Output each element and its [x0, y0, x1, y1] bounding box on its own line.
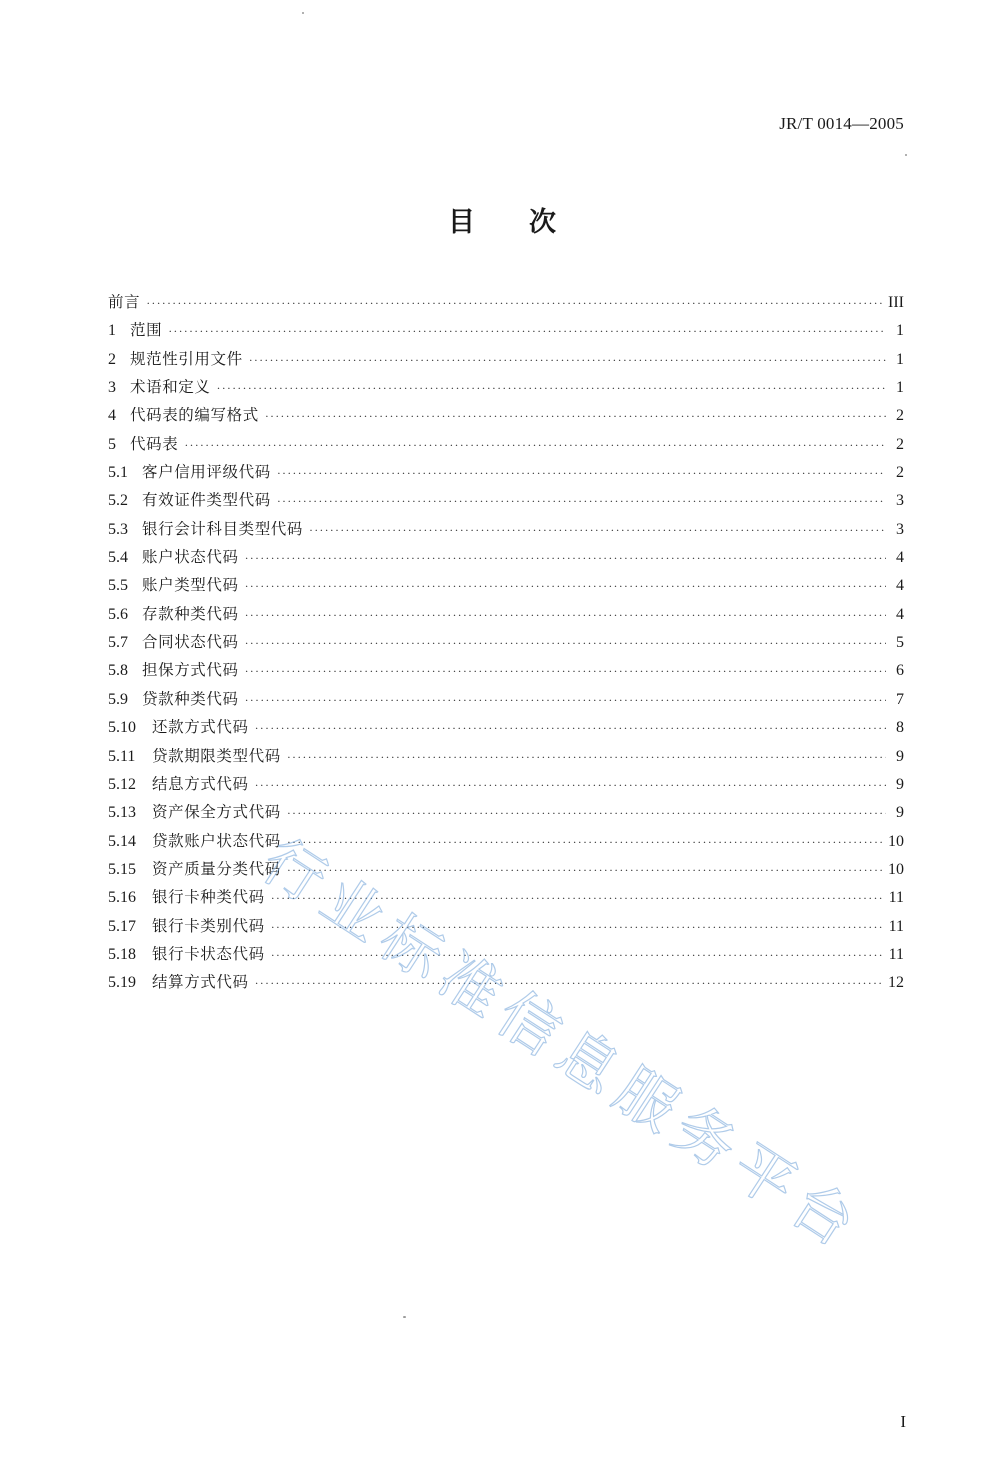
toc-entry-page: 11 — [888, 945, 904, 963]
toc-dot-leader — [184, 431, 886, 459]
toc-entry-page: 1 — [896, 379, 904, 397]
toc-entry[interactable] — [108, 912, 904, 940]
toc-dot-leader — [245, 686, 886, 714]
toc-entry-page: 9 — [896, 804, 904, 822]
toc-entry-page: 6 — [896, 662, 904, 680]
toc-entry-page: 4 — [896, 577, 904, 595]
toc-entry-label: 贷款种类代码 — [142, 689, 239, 708]
scan-speck — [403, 1316, 406, 1318]
toc-entry-number: 5.14 — [108, 832, 136, 850]
toc-entry-page: 3 — [896, 492, 904, 510]
toc-entry-number: 5.13 — [108, 804, 136, 822]
toc-entry-number: 5.11 — [108, 747, 136, 765]
toc-entry[interactable] — [108, 458, 904, 486]
toc-entry[interactable] — [108, 656, 904, 684]
toc-entry-number: 5 — [108, 435, 116, 453]
toc-entry-number: 4 — [108, 407, 116, 425]
toc-dot-leader — [287, 828, 882, 856]
toc-entry-number: 5.8 — [108, 662, 128, 680]
toc-entry-label: 资产质量分类代码 — [152, 859, 281, 878]
toc-dot-leader — [217, 374, 886, 402]
toc-entry-number: 5.2 — [108, 492, 128, 510]
toc-entry-label: 前言 — [108, 293, 141, 311]
toc-entry-page: 4 — [896, 549, 904, 567]
scan-speck — [302, 12, 304, 14]
toc-entry-page: 2 — [896, 435, 904, 453]
toc-entry-number: 5.15 — [108, 860, 136, 878]
toc-dot-leader — [271, 884, 883, 912]
toc-entry-label: 贷款账户状态代码 — [152, 831, 281, 850]
toc-entry-page: 8 — [896, 719, 904, 737]
toc-entry[interactable] — [108, 345, 904, 373]
toc-entry[interactable] — [108, 798, 904, 826]
toc-entry[interactable] — [108, 855, 904, 883]
toc-entry-page: III — [888, 294, 904, 311]
toc-entry[interactable] — [108, 883, 904, 911]
toc-entry[interactable] — [108, 600, 904, 628]
toc-entry-page: 11 — [888, 917, 904, 935]
toc-entry-page: 10 — [888, 860, 904, 878]
toc-entry[interactable] — [108, 827, 904, 855]
toc-entry-number: 5.7 — [108, 634, 128, 652]
toc-entry-label: 合同状态代码 — [142, 633, 239, 652]
toc-entry-page: 2 — [896, 407, 904, 425]
toc-entry[interactable] — [108, 940, 904, 968]
toc-entry-page: 3 — [896, 520, 904, 538]
toc-dot-leader — [271, 941, 883, 969]
toc-entry[interactable] — [108, 288, 904, 316]
toc-entry[interactable] — [108, 515, 904, 543]
table-of-contents — [108, 288, 904, 997]
toc-entry-label: 银行会计科目类型代码 — [142, 519, 304, 538]
toc-entry-label: 资产保全方式代码 — [152, 803, 281, 822]
toc-entry-label: 账户状态代码 — [142, 548, 239, 567]
toc-entry-label: 银行卡类别代码 — [152, 916, 265, 935]
toc-entry-label: 客户信用评级代码 — [142, 463, 271, 482]
toc-entry-label: 银行卡种类代码 — [152, 888, 265, 907]
toc-dot-leader — [309, 516, 886, 544]
toc-entry-label: 术语和定义 — [130, 378, 211, 397]
toc-dot-leader — [245, 601, 886, 629]
toc-entry-page: 4 — [896, 605, 904, 623]
toc-entry-number: 5.9 — [108, 690, 128, 708]
toc-entry-number: 5.12 — [108, 775, 136, 793]
toc-entry-number: 5.10 — [108, 719, 136, 737]
toc-dot-leader — [245, 629, 886, 657]
toc-entry-label: 规范性引用文件 — [130, 349, 243, 368]
toc-dot-leader — [277, 487, 886, 515]
toc-entry-number: 1 — [108, 322, 116, 340]
toc-entry[interactable] — [108, 742, 904, 770]
toc-entry-label: 有效证件类型代码 — [142, 491, 271, 510]
toc-entry[interactable] — [108, 968, 904, 996]
toc-entry-page: 5 — [896, 634, 904, 652]
toc-entry-label: 担保方式代码 — [142, 661, 239, 680]
toc-entry[interactable] — [108, 628, 904, 656]
toc-dot-leader — [287, 856, 882, 884]
toc-entry-page: 7 — [896, 690, 904, 708]
toc-entry-label: 范围 — [130, 321, 163, 340]
toc-entry[interactable] — [108, 571, 904, 599]
toc-entry-label: 结息方式代码 — [152, 774, 249, 793]
toc-entry[interactable] — [108, 373, 904, 401]
toc-entry-number: 5.16 — [108, 889, 136, 907]
toc-dot-leader — [265, 402, 886, 430]
toc-entry-label: 还款方式代码 — [152, 718, 249, 737]
toc-entry-number: 5.1 — [108, 464, 128, 482]
toc-entry[interactable] — [108, 401, 904, 429]
toc-dot-leader — [287, 743, 886, 771]
toc-dot-leader — [245, 544, 886, 572]
toc-dot-leader — [245, 572, 886, 600]
toc-entry[interactable] — [108, 316, 904, 344]
toc-entry[interactable] — [108, 685, 904, 713]
toc-entry-page: 9 — [896, 775, 904, 793]
toc-entry-number: 3 — [108, 379, 116, 397]
toc-entry[interactable] — [108, 543, 904, 571]
scan-speck — [905, 154, 907, 156]
document-code: JR/T 0014—2005 — [779, 114, 904, 133]
toc-entry-page: 9 — [896, 747, 904, 765]
toc-dot-leader — [255, 771, 886, 799]
toc-entry[interactable] — [108, 713, 904, 741]
toc-entry[interactable] — [108, 486, 904, 514]
toc-entry-number: 5.19 — [108, 974, 136, 992]
toc-entry-number: 5.4 — [108, 549, 128, 567]
toc-entry-number: 5.5 — [108, 577, 128, 595]
toc-dot-leader — [146, 289, 882, 317]
toc-entry-label: 银行卡状态代码 — [152, 944, 265, 963]
toc-entry-number: 2 — [108, 350, 116, 368]
toc-entry-number: 5.3 — [108, 520, 128, 538]
toc-entry[interactable] — [108, 770, 904, 798]
toc-entry-page: 2 — [896, 464, 904, 482]
toc-entry-page: 1 — [896, 322, 904, 340]
toc-entry-label: 代码表的编写格式 — [130, 406, 259, 425]
toc-dot-leader — [277, 459, 886, 487]
watermark: 行业标准信息服务平台 — [249, 825, 875, 1266]
toc-entry-label: 代码表 — [130, 434, 179, 453]
toc-entry-page: 12 — [888, 974, 904, 992]
toc-dot-leader — [287, 799, 886, 827]
toc-entry-number: 5.17 — [108, 917, 136, 935]
toc-entry-page: 10 — [888, 832, 904, 850]
toc-dot-leader — [249, 346, 886, 374]
page-title: 目次 — [448, 207, 610, 238]
toc-entry-label: 结算方式代码 — [152, 973, 249, 992]
page-number: I — [900, 1412, 906, 1431]
toc-entry-page: 1 — [896, 350, 904, 368]
toc-entry-number: 5.18 — [108, 945, 136, 963]
toc-entry[interactable] — [108, 430, 904, 458]
toc-dot-leader — [271, 913, 883, 941]
toc-dot-leader — [168, 317, 886, 345]
toc-dot-leader — [255, 969, 882, 997]
toc-dot-leader — [245, 657, 886, 685]
toc-entry-number: 5.6 — [108, 605, 128, 623]
toc-entry-label: 存款种类代码 — [142, 604, 239, 623]
toc-entry-page: 11 — [888, 889, 904, 907]
toc-entry-label: 贷款期限类型代码 — [152, 746, 281, 765]
toc-dot-leader — [255, 714, 886, 742]
toc-entry-label: 账户类型代码 — [142, 576, 239, 595]
